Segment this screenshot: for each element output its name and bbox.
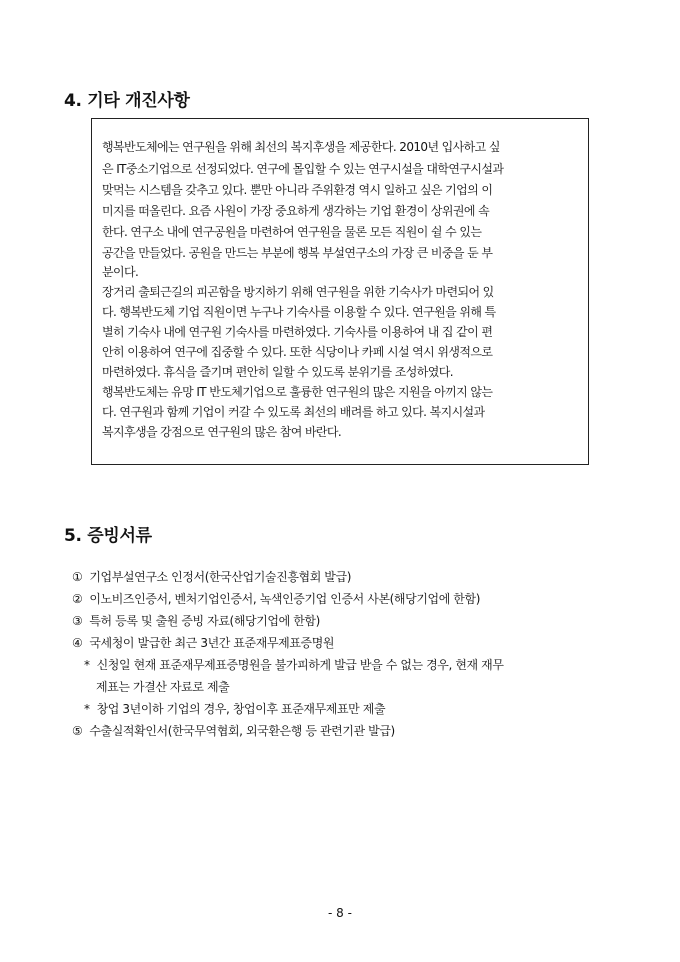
box-line: 복지후생을 강점으로 연구원의 많은 참여 바란다.	[102, 425, 342, 439]
box-line: 분이다.	[102, 265, 139, 279]
box-line: 은 IT중소기업으로 선정되었다. 연구에 몰입할 수 있는 연구시설을 대학연구시설과	[102, 162, 504, 176]
list-item-text: 특허 등록 및 출원 증빙 자료(해당기업에 한함)	[89, 614, 320, 628]
box-line: 마련하였다. 휴식을 즐기며 편안히 일할 수 있도록 분위기를 조성하였다.	[102, 365, 453, 379]
list-note	[84, 657, 504, 673]
list-item-number: ⑤	[72, 724, 83, 738]
list-note-continued	[96, 679, 229, 695]
asterisk-marker: *	[84, 702, 90, 716]
box-line: 다. 연구원과 함께 기업이 커갈 수 있도록 최선의 배려를 하고 있다. 복지시설과	[102, 405, 485, 419]
box-line: 별히 기숙사 내에 연구원 기숙사를 마련하였다. 기숙사를 이용하여 내 집 같이 편	[102, 325, 493, 339]
list-item	[72, 613, 320, 629]
box-line: 안히 이용하여 연구에 집중할 수 있다. 또한 식당이나 카페 시설 역시 위생적으로	[102, 345, 493, 359]
list-item	[72, 635, 334, 651]
list-item-number: ③	[72, 614, 83, 628]
list-note	[84, 701, 385, 717]
list-item-text: 기업부설연구소 인정서(한국산업기술진흥협회 발급)	[89, 570, 351, 584]
list-item	[72, 723, 395, 739]
section-5-heading: 5. 증빙서류	[64, 526, 152, 546]
list-item	[72, 569, 351, 585]
box-line: 맞먹는 시스템을 갖추고 있다. 뿐만 아니라 주위환경 역시 일하고 싶은 기업의 이	[102, 183, 493, 197]
section-4-heading: 4. 기타 개진사항	[64, 91, 190, 111]
list-item-text: 국세청이 발급한 최근 3년간 표준재무제표증명원	[89, 636, 335, 650]
box-line: 다. 행복반도체 기업 직원이면 누구나 기숙사를 이용할 수 있다. 연구원을 위해 특	[102, 305, 496, 319]
box-line: 행복반도체에는 연구원을 위해 최선의 복지후생을 제공한다. 2010년 입사하고 싶	[102, 140, 500, 154]
list-item-text: 이노비즈인증서, 벤처기업인증서, 녹색인증기업 인증서 사본(해당기업에 한함)	[89, 592, 480, 606]
list-item-number: ②	[72, 592, 83, 606]
asterisk-marker: *	[84, 658, 90, 672]
box-line: 미지를 떠올린다. 요즘 사원이 가장 중요하게 생각하는 기업 환경이 상위권에 속	[102, 204, 490, 218]
list-note-text: 신청일 현재 표준재무제표증명원을 불가피하게 발급 받을 수 없는 경우, 현재 재무	[96, 658, 504, 672]
box-line: 장거리 출퇴근길의 피곤함을 방지하기 위해 연구원을 위한 기숙사가 마련되어 있	[102, 285, 494, 299]
list-item	[72, 591, 480, 607]
list-note-text: 창업 3년이하 기업의 경우, 창업이후 표준재무제표만 제출	[96, 702, 386, 716]
box-line: 공간을 만들었다. 공원을 만드는 부분에 행복 부설연구소의 가장 큰 비중을 둔 부	[102, 246, 493, 260]
list-note-text: 제표는 가결산 자료로 제출	[96, 680, 230, 694]
box-line: 한다. 연구소 내에 연구공원을 마련하여 연구원을 물론 모든 직원이 쉴 수 있는	[102, 225, 482, 239]
page-number: - 8 -	[328, 906, 352, 920]
list-item-text: 수출실적확인서(한국무역협회, 외국환은행 등 관련기관 발급)	[89, 724, 395, 738]
box-line: 행복반도체는 유망 IT 반도체기업으로 훌륭한 연구원의 많은 지원을 아끼지 않는	[102, 385, 493, 399]
list-item-number: ①	[72, 570, 83, 584]
list-item-number: ④	[72, 636, 83, 650]
